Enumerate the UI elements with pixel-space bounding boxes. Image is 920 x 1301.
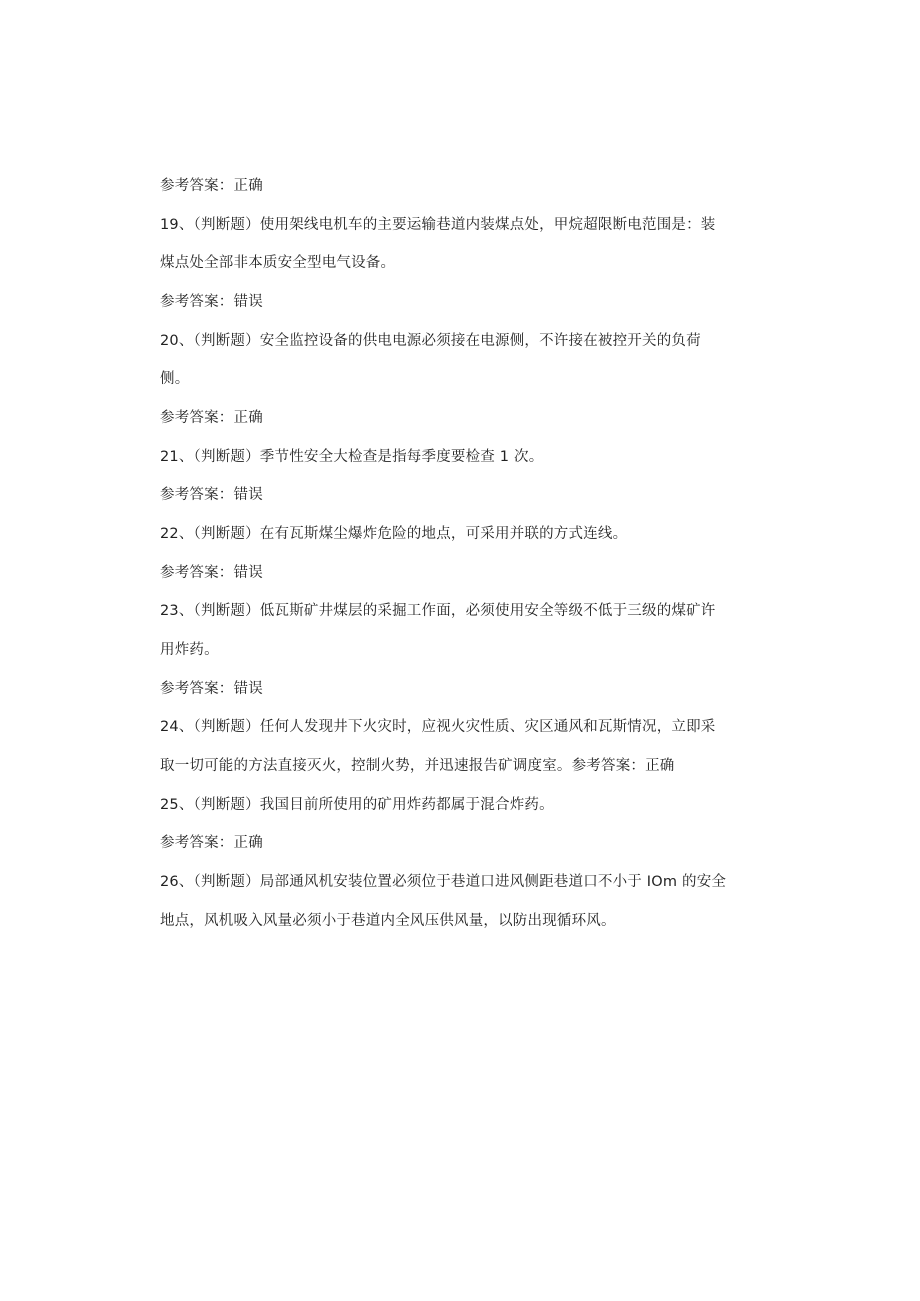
answer-line: 参考答案：错误 — [160, 565, 263, 581]
question-23-line-2: 用炸药。 — [160, 642, 219, 658]
answer-line: 参考答案：错误 — [160, 681, 263, 697]
question-19-line-1: 19、（判断题）使用架线电机车的主要运输巷道内装煤点处，甲烷超限断电范围是：装 — [160, 217, 716, 233]
question-26-line-2: 地点，风机吸入风量必须小于巷道内全风压供风量，以防出现循环风。 — [160, 913, 616, 929]
question-24-line-2: 取一切可能的方法直接灭火，控制火势，并迅速报告矿调度室。参考答案：正确 — [160, 758, 675, 774]
question-21-line-1: 21、（判断题）季节性安全大检查是指每季度要检查 1 次。 — [160, 449, 544, 465]
question-20-line-2: 侧。 — [160, 371, 190, 387]
question-24-line-1: 24、（判断题）任何人发现井下火灾时，应视火灾性质、灾区通风和瓦斯情况，立即采 — [160, 719, 716, 735]
question-22-line-1: 22、（判断题）在有瓦斯煤尘爆炸危险的地点，可采用并联的方式连线。 — [160, 526, 628, 542]
question-23-line-1: 23、（判断题）低瓦斯矿井煤层的采掘工作面，必须使用安全等级不低于三级的煤矿许 — [160, 603, 716, 619]
answer-line: 参考答案：错误 — [160, 294, 263, 310]
question-25-line-1: 25、（判断题）我国目前所使用的矿用炸药都属于混合炸药。 — [160, 797, 554, 813]
answer-line: 参考答案：错误 — [160, 487, 263, 503]
question-26-line-1: 26、（判断题）局部通风机安装位置必须位于巷道口进风侧距巷道口不小于 IOm 的安全 — [160, 874, 727, 890]
answer-line: 参考答案：正确 — [160, 410, 263, 426]
question-20-line-1: 20、（判断题）安全监控设备的供电电源必须接在电源侧，不许接在被控开关的负荷 — [160, 333, 701, 349]
question-19-line-2: 煤点处全部非本质安全型电气设备。 — [160, 255, 396, 271]
answer-line: 参考答案：正确 — [160, 178, 263, 194]
answer-line: 参考答案：正确 — [160, 835, 263, 851]
